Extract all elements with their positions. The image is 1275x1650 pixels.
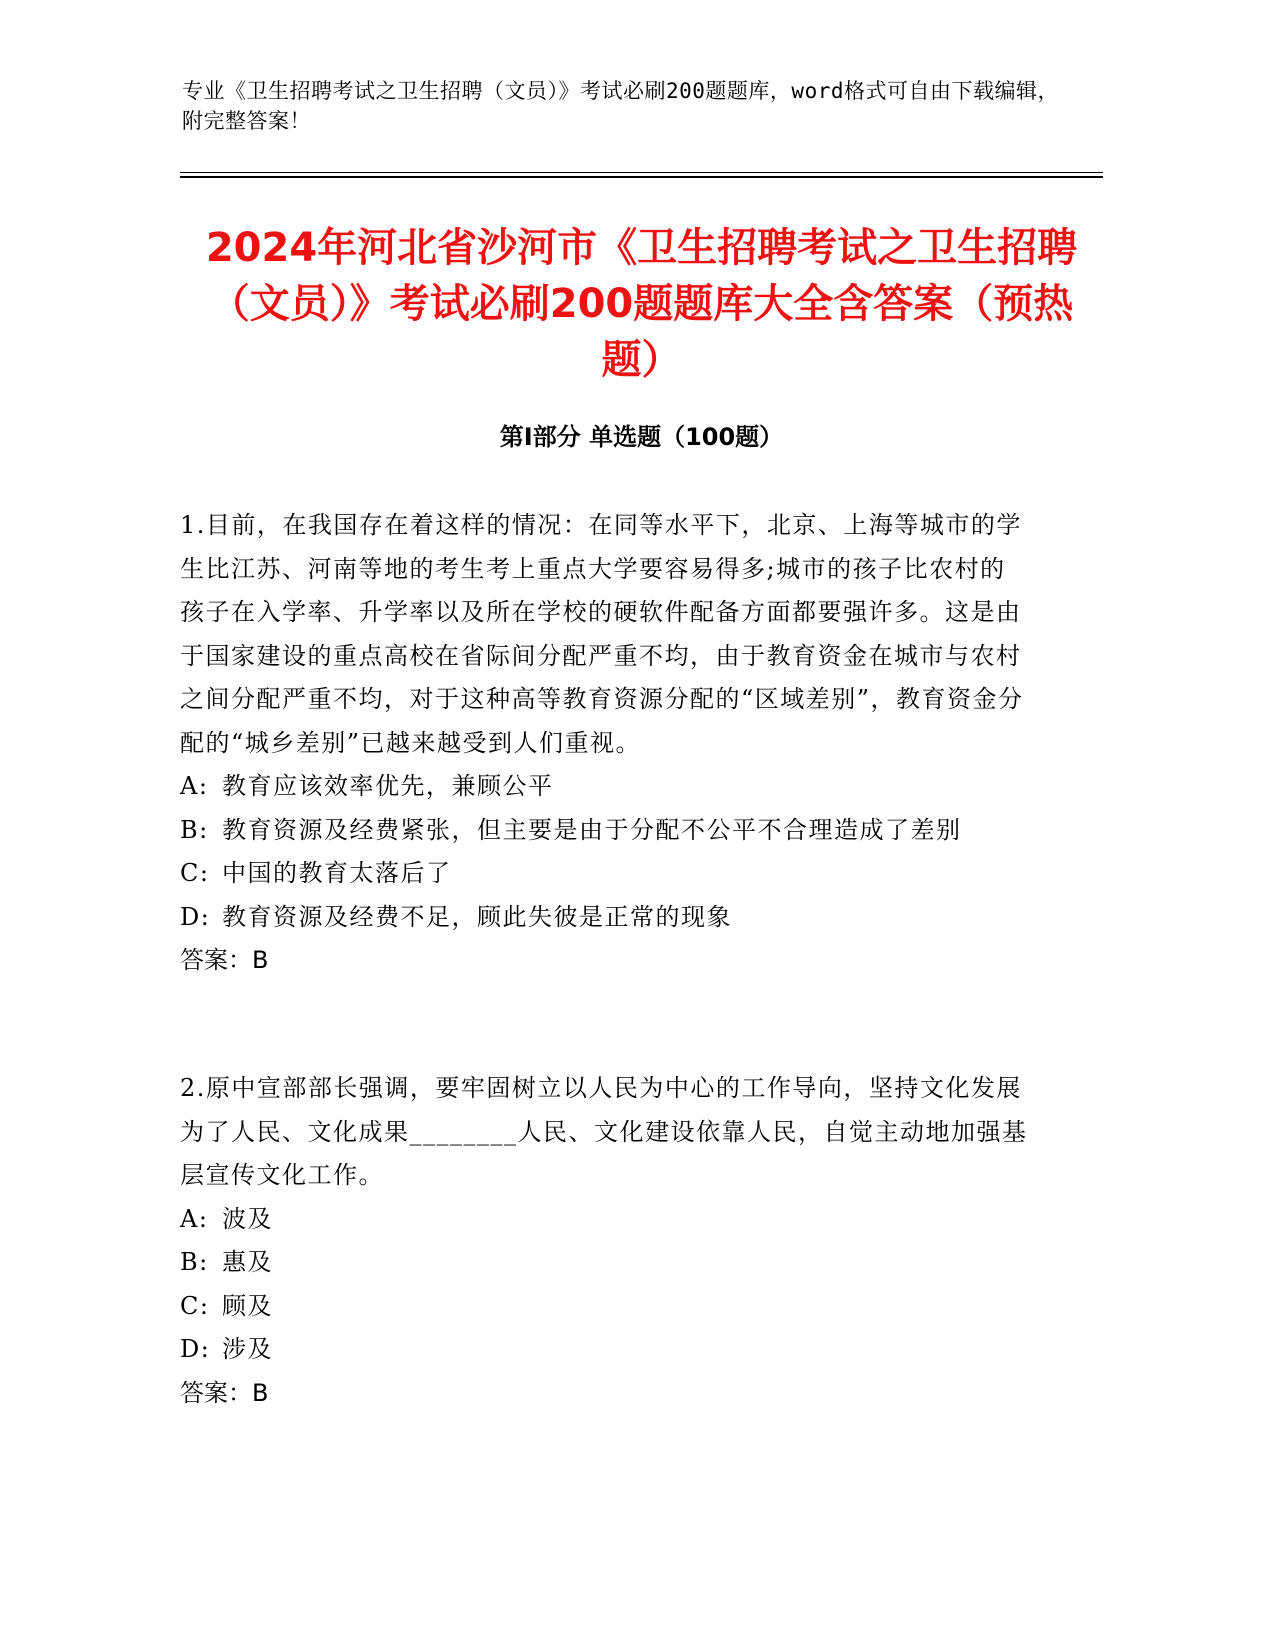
option-text: 教育资源及经费不足，顾此失彼是正常的现象 bbox=[222, 902, 732, 931]
option-letter: C: bbox=[180, 859, 210, 887]
option-letter: A: bbox=[180, 772, 209, 800]
header-note: 专业《卫生招聘考试之卫生招聘（文员）》考试必刷200题题库，word格式可自由下载编辑，附完整答案！ bbox=[182, 79, 1059, 133]
option-text: 顾及 bbox=[222, 1291, 273, 1320]
option-text: 中国的教育太落后了 bbox=[222, 859, 452, 887]
option-letter: C: bbox=[180, 1291, 210, 1320]
option-c bbox=[180, 852, 1030, 896]
header-divider-thin bbox=[180, 172, 1103, 173]
option-letter: D: bbox=[180, 1335, 211, 1363]
option-text: 教育资源及经费紧张，但主要是由于分配不公平不合理造成了差别 bbox=[222, 815, 962, 844]
option-b bbox=[180, 809, 1030, 853]
answer-line: 答案：B bbox=[180, 1378, 269, 1407]
question-block bbox=[180, 1067, 1030, 1415]
header-divider-thick bbox=[180, 176, 1103, 178]
option-d bbox=[180, 896, 1030, 940]
option-c bbox=[180, 1285, 1030, 1329]
option-a bbox=[180, 1198, 1030, 1242]
option-letter: A: bbox=[180, 1204, 209, 1233]
option-text: 涉及 bbox=[222, 1335, 273, 1363]
option-a bbox=[180, 765, 1030, 809]
option-letter: B: bbox=[180, 815, 209, 844]
question-stem: 1.目前，在我国存在着这样的情况：在同等水平下，北京、上海等城市的学生比江苏、河南等地的考生考上重点大学要容易得多;城市的孩子比农村的孩子在入学率、升学率以及所在学校的硬软件配备方面都要强许多。这是由于国家建设的重点高校在省际间分配严重不均，由于教育资金在城市与农村之间分配严重不均，对于这种高等教育资源分配的“区域差别”，教育资金分配的“城乡差别”已越来越受到人们重视。 bbox=[180, 511, 1024, 757]
question-block bbox=[180, 504, 1030, 983]
option-text: 惠及 bbox=[222, 1248, 273, 1276]
question-stem: 2.原中宣部部长强调，要牢固树立以人民为中心的工作导向，坚持文化发展为了人民、文化成果________人民、文化建设依靠人民，自觉主动地加强基层宣传文化工作。 bbox=[180, 1074, 1028, 1189]
document-title: 2024年河北省沙河市《卫生招聘考试之卫生招聘（文员）》考试必刷200题题库大全含答案（预热题） bbox=[205, 225, 1078, 383]
option-b bbox=[180, 1241, 1030, 1285]
answer-line: 答案：B bbox=[180, 946, 269, 974]
option-text: 波及 bbox=[222, 1204, 273, 1233]
option-letter: D: bbox=[180, 902, 211, 931]
option-d bbox=[180, 1328, 1030, 1372]
option-text: 教育应该效率优先，兼顾公平 bbox=[222, 772, 554, 800]
option-letter: B: bbox=[180, 1248, 209, 1276]
section-heading: 第Ⅰ部分 单选题（100题） bbox=[499, 423, 784, 451]
